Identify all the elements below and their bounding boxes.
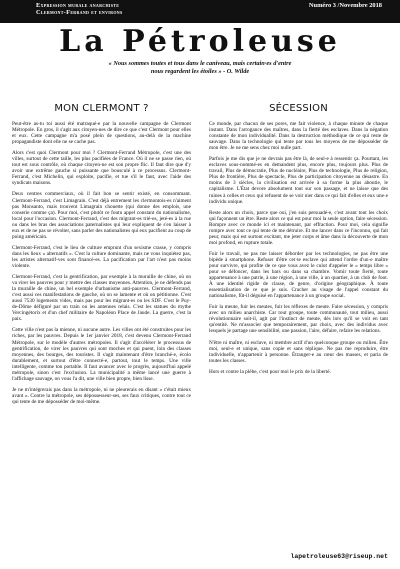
epigraph-quote: [40, 60, 360, 76]
contact-email[interactable]: lapetroleuse63@riseup.net: [290, 553, 388, 560]
right-paragraph: Reste alors un choix, parce que oui, j'en suis persuadé-e, c'est avant tout les choix qui façonnent un être. Reste alors ce qui est pour moi la seule option, faire sécession. Rompre avec ce monde ici et maintenant, par effraction. Pour moi, cela signifie rompre avec tout ce qui tente de me détruire. Et me lancer dans ce l'inconnu, qui fait peur, mais qui est surtout excitant, me jeter corps et âme dans la découverte de mon moi profond, en rupture totale.: [209, 209, 388, 246]
issue-number: Numéro 3 /Novembre 2018: [308, 2, 382, 9]
left-paragraph: Clermont-Ferrand, c'est le lieu de culture emprunt d'un sexisme crasse, y compris dans les lieux « alternatifs ». C'est la culture dominante, mais ne vous inquiétez pas, les artistes alternatif-ves sont financé-es. La pacification par l'art n'est pas moins violente.: [12, 244, 191, 269]
quote-line2: nous regardent les étoiles » - O. Wilde: [150, 68, 250, 75]
left-paragraph: Clermont-Ferrand, c'est la gentrification, par exemple à la muraille de chine, où on va virer les pauvres pour y mettre des classes moyennes. Attention, je ne défends pas la muraille de chine, un bel exemple d'urbanisme anti-pauvres. Clermont-Ferrand, c'est aussi ces manifestations de gauche, où on se lamente et où on pétitionne. C'est aussi 7530 logements vides, mais pas pour les migrant-es ou les SDF. C'est le Puy-de-Dôme défiguré par un train ou les antennes relais. C'est les statues du mythe Vercingétorix et d'un chef militaire de Napoléon Place de Jaude. La guerre, c'est la paix.: [12, 274, 191, 323]
right-paragraph: Hors et contre la plèbe, c'est pour moi le prix de la liberté.: [209, 368, 331, 375]
left-article-heading: MON CLERMONT ?: [54, 103, 149, 114]
right-paragraph: Fuir le travail, ne pas me laisser déborder par les technologies, ne pas être une bipède à smartphone. Refuser d'être cet·te esclave qui attend l'ordre d'un·e maître pour survivre, qui profite de ce que vous avez le culot d'appeler le « temps libre » pour se défoncer, dans les bars ou dans sa chambre. Vomir toute fierté, toute appartenance à une patrie, à une région, à une ville, à un quartier, à un club de foot. À une identité rigide de classe, de genre, d'origine géographique. À toute essentialisation de ce que je suis. Cracher au visage de l'appel constant du nationalisme, fût-il déguisé en l'appartenance à un groupe social.: [209, 250, 388, 300]
left-paragraph: Peut-être as-tu toi aussi été matraqué-e par la nouvelle campagne de Clermont Métropole. En gros, il s'agit aux citoyen-nes de dire ce que c'est Clermont pour elles et eux. Cette campagne m'a posé plein de questions, au-delà de la machine propagandiste dont elle ne se cache pas.: [12, 121, 191, 146]
masthead-subtitle-line2: Clermont-Ferrand et environs: [36, 9, 123, 17]
left-article: [12, 103, 191, 410]
masthead-bar: [0, 0, 400, 23]
quote-line1: « Nous sommes toutes et tous dans le caniveau, mais certain·es d'entre: [108, 60, 292, 67]
masthead-subtitle-line1: Expression murale anarchiste: [36, 2, 120, 9]
left-paragraph: Alors c'est quoi Clermont pour moi ? Clermont-Ferrand Métropole, c'est une des villes, surtout de cette taille, les plus pacifiées de France. Où il ne se passe rien, où tout est sous contrôle, où chaque citoyen-ne est son propre flic. Il faut dire que d'y avoir une extrême gauche si puissante que bousculé à ce processus. Clermont-Ferrand, c'est Michelin, qui exploite, pacifie, et tue s'il le faut, avec l'aide des syndicats maisons.: [12, 150, 191, 187]
right-paragraph: N'être ni maître, ni esclave, ni membre actif d'un quelconque groupe ou milieu. Être moi, seul-e et unique, sans copie et sans réplique. Ne pas me reproduire, être individuelle, n'appartenir à personne. Étranger-e au cœur des masses, et paria de toutes les classes.: [209, 339, 388, 364]
left-paragraph: Deux centres commerciaux, où il fait bon se sentir existé, en consommant. Clermont-Ferrand, c'est Limagrain. C'est déjà entrement les clermontois-es n'aiment pas Monsanto, mais trouvent Limagrain chouette (qui donne des emplois, une conserie comme ça). Pour moi, c'est plutôt ce foutu appel constant du nationalisme, local pour l'occasion. Clermont-Ferrand, c'est des migrant-es trié-es, jeté-es à la rue ou dans les bras des associations paternalistes qui leur expliquent de s'en laisser à eux et de ne pas se révolter, sans parler des nationalistes qui eux pacifient au coup de poing américain.: [12, 191, 191, 240]
right-paragraph: Fuir la meute, fuir les meutes, fuir les réflexes de meute. Faire sécession, y compris avec un milieu anarchiste. Car tout groupe, toute communauté, tout milieu, aussi révolutionnaire soit-il, agit par l'instinct de meute, dès lors qu'il se voit en tant qu'entité. Ne m'associer que temporairement, par choix, avec des individus avec lesquels je partage une sensibilité, une passion, l'aire, défaire, refaire les relations.: [209, 304, 388, 335]
left-paragraph: Je ne m'intégrerais pas dans la métropole, ni ne pleurerais en disant « c'était mieux avant ». Contre la métropole, ses dépossesseur-ses, ses faux critiques, contre tout ce qui tente de me déposséder de moi-même.: [12, 386, 191, 405]
right-paragraph: Ce monde, par chacun de ses pores, me fait violence, à chaque minute de chaque instant. Dans l'arrogance des maîtres, dans la fierté des esclaves. Dans la négation constante de mon individualité. Dans la destruction méthodique de ce qui reste de sauvage. Dans la technologie qui tente par tous les moyens de me déposséder de mon être. Je ne me sens chez moi nulle part.: [209, 121, 388, 152]
left-paragraph: Cette ville n'est pas la mienne, ni aucune autre. Les villes ont été construites pour les riches, par les pauvres. Depuis le 1er janvier 2018, c'est devenu Clermont-Ferrand Métropole, sur le modèle d'autres métropoles. Il s'agit d'accélérer le processus de gentrification, de virer les pauvres qui sont moches et qui puent, loin des classes moyennes, des bourges, des touristes. Il s'agit maintenant d'être branché-e, écolo durablement, et surtout d'être connecté-e, partout, tout le temps. Une ville intelligente, comme ton portable. Il faut avancer avec le progrès, aujourd'hui appelé métropole, sinon c'est l'exclusion. La municipalité a même lancé une guerre à l'affichage sauvage, on vous l'a dit, une ville bien propre, bien lisse.: [12, 327, 191, 382]
masthead-subtitle: [36, 2, 122, 17]
right-paragraph: Parfois je me dis que je ne devrais pas être là, de seul-e à ressentir ça. Pourtant, les esclaves sous-nommé-es en demandent plus, encore plus, toujours plus. Plus de travail, Plus de démocratie, Plus de nucléaire, Plus de technologie, Plus de religion, Plus de frontière, Plus de spectacle, Plus de participation citoyenne au désastre. En moins de 3 siècles, la civilisation est arrivée à sa forme la plus aboutie, le capitalisme. L'État devore absolument tout sur son passage, et ne laisse que des ruines à celles et ceux qui refusent de se voir nier dans ce qui fait d'elles et eux une·e individu unique.: [209, 156, 388, 205]
right-article: [209, 103, 388, 380]
publication-title: La Pétroleuse: [59, 24, 341, 59]
right-article-heading: SÉCESSION: [269, 103, 328, 114]
